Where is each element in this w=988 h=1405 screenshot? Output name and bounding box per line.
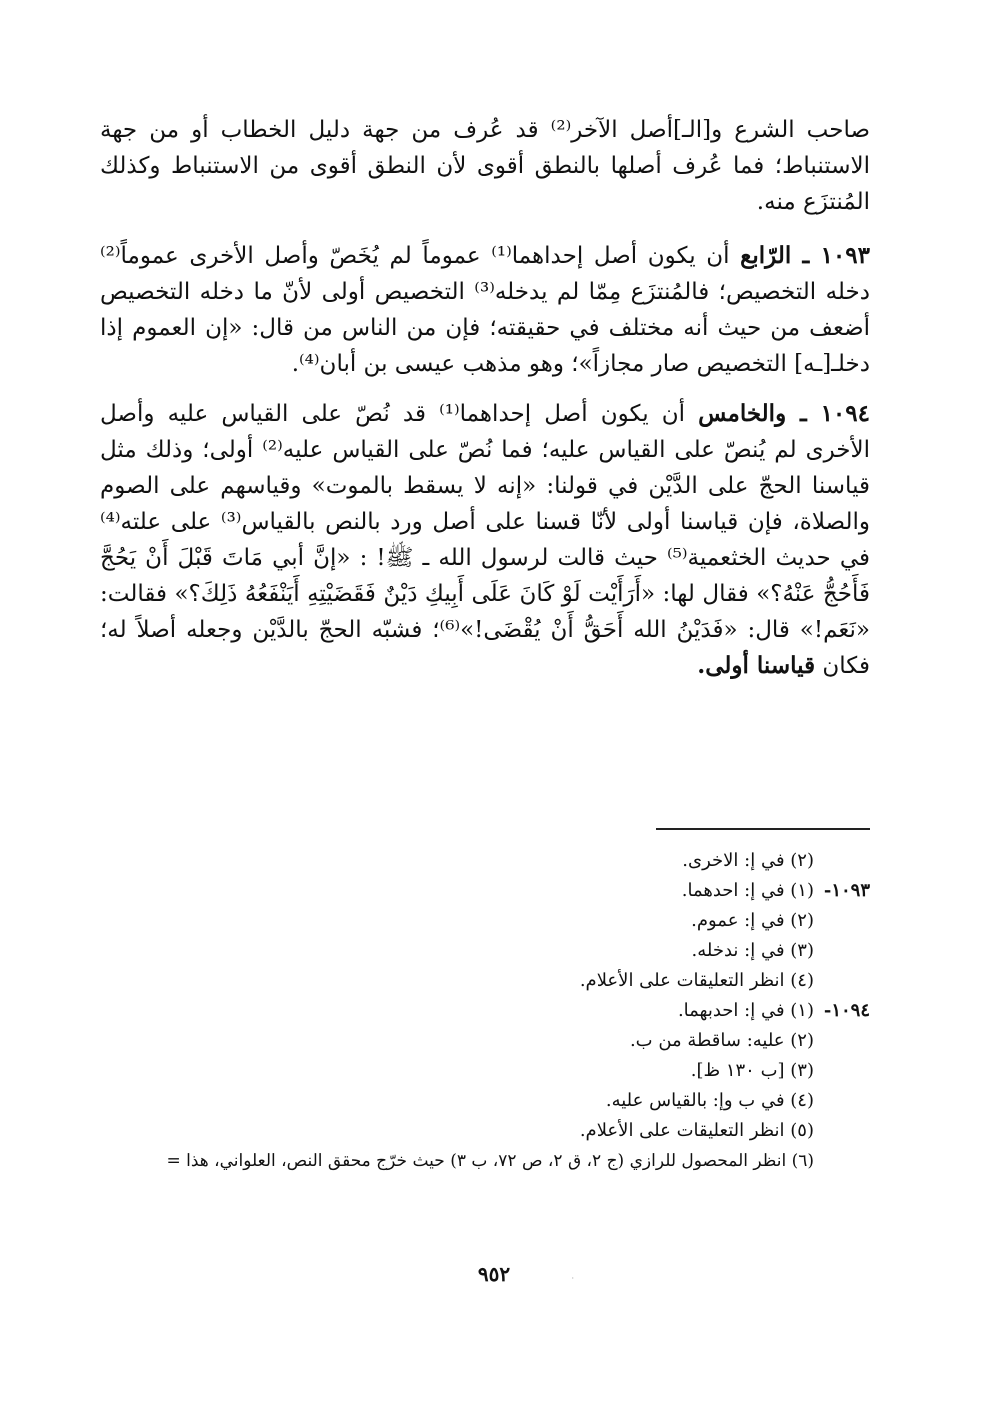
- footnote-text: (٥) انظر التعليقات على الأعلام.: [579, 1120, 814, 1141]
- paragraph-text: أن يكون أصل إحداهما⁽¹⁾ عموماً لم يُخَصّ وأصل الأخرى عموماً⁽²⁾ دخله التخصيص؛ فالمُنتزَع مِمّا لم يدخله⁽³⁾ التخصيص أولى لأنّ ما دخله التخصيص أضعف من حيث أنه مختلف في حقيقته؛ فإن من الناس من قال: «إن العموم إذا دخلـ[ـه] التخصيص صار مجازاً»؛ وهو مذهب عيسى بن أبان⁽⁴⁾.: [100, 243, 870, 377]
- footnote-text: (٣) في إ: ندخله.: [691, 940, 814, 961]
- footnote-text: (١) في إ: احدبهما.: [677, 1000, 814, 1021]
- paragraph-text: صاحب الشرع و[الـ]أصل الآخر⁽²⁾ قد عُرف من جهة دليل الخطاب أو من جهة الاستنباط؛ فما عُرف أصلها بالنطق أقوى لأن النطق أقوى من الاستنباط وكذلك المُنتزَع منه.: [100, 117, 870, 215]
- footnote-group-number: ١٠٩٣-: [823, 880, 870, 901]
- footnote-group-number: [814, 1056, 870, 1086]
- footnote: [100, 1146, 870, 1176]
- footnote-group-number: [814, 1086, 870, 1116]
- paragraph-text: أن يكون أصل إحداهما⁽¹⁾ قد نُصّ على القياس عليه وأصل الأخرى لم يُنصّ على القياس عليه؛ فما نُصّ على القياس عليه⁽²⁾ أولى؛ وذلك مثل قياسنا الحجّ على الدَّيْن في قولنا: «إنه لا يسقط بالموت» وقياسهم على الصوم والصلاة، فإن قياسنا أولى لأنّا قسنا على أصل ورد بالنص بالقياس⁽³⁾ على علته⁽⁴⁾ في حديث الخثعمية⁽⁵⁾ حيث قالت لرسول الله ـ ﷺ! : «إنَّ أبي مَاتَ قَبْلَ أَنْ يَحُجَّ فَأَحُجُّ عَنْهُ؟» فقال لها: «أَرَأَيْت لَوْ كَانَ عَلَى أَبِيكِ دَيْنٌ فَقَضَيْتِهِ أَيَنْفَعُهُ ذَلِكَ؟» فقالت: «نَعَم!» قال: «فَدَيْنُ الله أَحَقُّ أَنْ يُقْضَى!»⁽⁶⁾؛ فشبّه الحجّ بالدَّيْن وجعله أصلاً له؛ فكان: [100, 401, 870, 679]
- footnote: [100, 936, 870, 966]
- footnote-text: (٤) انظر التعليقات على الأعلام.: [579, 970, 814, 991]
- footnote-group-number: [814, 966, 870, 996]
- footnote: [100, 906, 870, 936]
- footnote: [100, 1026, 870, 1056]
- footnote-text: (٦) انظر المحصول للرازي (ج ٢، ق ٢، ص ٧٢، ب ٣) حيث خرّج محقق النص، العلواني، هذا =: [166, 1151, 814, 1171]
- footnote-group-number: [814, 1116, 870, 1146]
- paragraph-1094: [100, 396, 870, 684]
- footnote-group-number: [814, 1146, 870, 1176]
- footnote-group-number: [814, 1026, 870, 1056]
- footnote: [100, 966, 870, 996]
- paragraph-heading: ١٠٩٤ ـ والخامس: [698, 400, 870, 427]
- page-number: ٩٥٢: [477, 1262, 511, 1286]
- main-text: [100, 112, 870, 698]
- footnote: [100, 1056, 870, 1086]
- footnote-group-number: [814, 936, 870, 966]
- footnote-divider: [656, 828, 870, 830]
- footnote-text: (٢) في إ: الاخرى.: [682, 850, 814, 871]
- footnotes: [100, 846, 870, 1176]
- footnote-group-number: ١٠٩٤-: [823, 1000, 870, 1021]
- footnote: [100, 1116, 870, 1146]
- footnote-text: (٣) [ب ١٣٠ ظ].: [690, 1060, 814, 1081]
- footnote-text: (١) في إ: احدهما.: [681, 880, 814, 901]
- footnote-text: (٢) عليه: ساقطة من ب.: [629, 1030, 814, 1051]
- footnote-text: (٢) في إ: عموم.: [691, 910, 814, 931]
- footnote: [100, 996, 870, 1026]
- footnote-text: (٤) في ب وإ: بالقياس عليه.: [605, 1090, 814, 1111]
- paragraph-ending: قياسنا أولى.: [697, 652, 816, 679]
- footnote: [100, 1086, 870, 1116]
- paragraph-continuation: [100, 112, 870, 220]
- footnote-group-number: [814, 846, 870, 876]
- footnote-group-number: [814, 906, 870, 936]
- footnote: [100, 846, 870, 876]
- paragraph-1093: [100, 238, 870, 382]
- footnote: [100, 876, 870, 906]
- scan-speck: ·: [571, 1274, 574, 1283]
- paragraph-heading: ١٠٩٣ ـ الرّابع: [740, 242, 870, 269]
